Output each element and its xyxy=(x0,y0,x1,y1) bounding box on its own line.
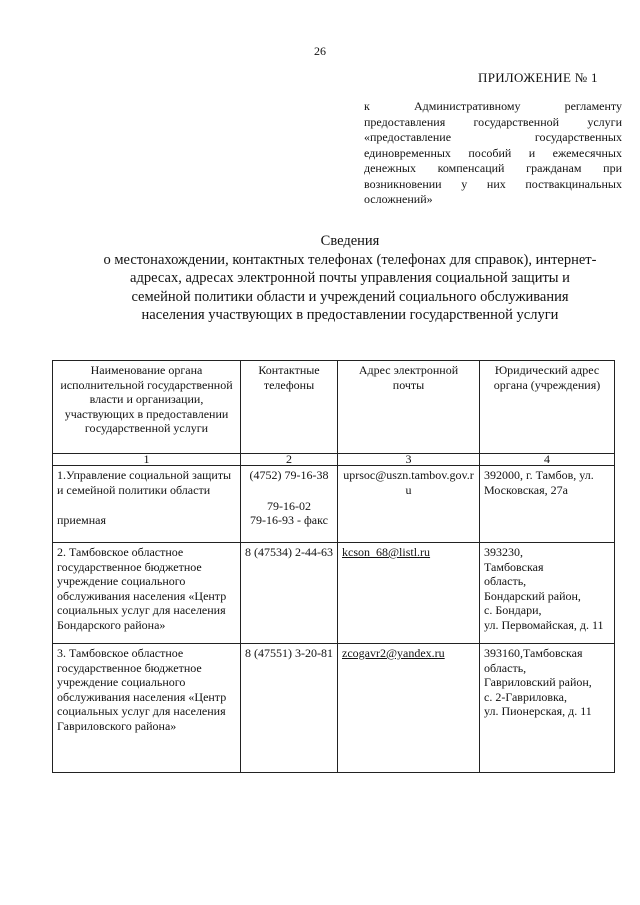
document-heading xyxy=(100,232,600,325)
address-cell xyxy=(480,466,615,543)
phone-cell xyxy=(241,543,338,644)
table-row xyxy=(53,466,615,543)
email-cell xyxy=(338,466,480,543)
organization-cell xyxy=(53,644,241,773)
organization-note: приемная xyxy=(57,513,107,527)
address-line: с. Бондари, xyxy=(484,603,542,617)
phone-cell xyxy=(241,644,338,773)
address-line: ул. Пионерская, д. 11 xyxy=(484,704,592,718)
header-address: Юридический адрес органа (учреждения) xyxy=(480,361,615,454)
address-line: область, xyxy=(484,660,527,675)
appendix-subtitle: к Административному регламенту предоставления государственной услуги «предоставление государственных единовременных пособий и ежемесячных денежных компенсаций гражданам при возникновении у них поствакцинальных осложнений» xyxy=(364,99,622,206)
organization-cell xyxy=(53,543,241,644)
email-cell xyxy=(338,644,480,773)
fax-number: 79-16-93 - факс xyxy=(250,513,328,527)
address-line: ул. Первомайская, д. 11 xyxy=(484,617,604,632)
header-email: Адрес электронной почты xyxy=(338,361,480,454)
address-line: Бондарский район, xyxy=(484,588,581,603)
email-link[interactable]: kcson_68@listl.ru xyxy=(342,545,431,559)
organization-name: 3. Тамбовское областное государственное бюджетное учреждение социального обслуживания населения «Центр социальных услуг для населения Гавриловского района» xyxy=(57,646,227,733)
contacts-table xyxy=(52,360,615,773)
phone-number: (4752) 79-16-38 xyxy=(249,468,329,482)
column-number-row xyxy=(53,454,615,466)
page-number: 26 xyxy=(314,44,326,58)
address-cell xyxy=(480,644,615,773)
header-phones: Контактные телефоны xyxy=(241,361,338,454)
phone-number: 8 (47534) 2-44-63 xyxy=(245,545,333,559)
heading-title: Сведения xyxy=(320,233,380,249)
appendix-title: ПРИЛОЖЕНИЕ № 1 xyxy=(478,70,598,85)
email-address[interactable]: uprsoc@uszn.tambov.gov.ru xyxy=(343,468,474,497)
address-line: 392000, г. Тамбов, ул. Московская, 27а xyxy=(484,468,594,497)
table-header-row xyxy=(53,361,615,454)
address-line: 393230, xyxy=(484,545,523,559)
header-organization: Наименование органа исполнительной государственной власти и организации, участвующих в предоставлении государственной услуги xyxy=(53,361,241,454)
email-cell xyxy=(338,543,480,644)
table-row xyxy=(53,644,615,773)
heading-subtitle: о местонахождении, контактных телефонах (телефонах для справок), интернет-адресах, адресах электронной почты управления социальной защиты и семейной политики области и учреждений социального обслуживания населения участвующих в предоставлении государственной услуги xyxy=(103,251,597,323)
organization-name: 2. Тамбовское областное государственное бюджетное учреждение социального обслуживания населения «Центр социальных услуг для населения Бондарского района» xyxy=(57,545,227,632)
organization-name: 1.Управление социальной защиты и семейной политики области xyxy=(57,468,232,497)
phone-cell xyxy=(241,466,338,543)
address-cell xyxy=(480,543,615,644)
column-number: 3 xyxy=(338,454,480,466)
column-number: 2 xyxy=(241,454,338,466)
table-row xyxy=(53,543,615,644)
address-line: с. 2-Гавриловка, xyxy=(484,689,568,704)
phone-number: 8 (47551) 3-20-81 xyxy=(245,646,333,660)
address-line: 393160,Тамбовская xyxy=(484,646,583,660)
column-number: 4 xyxy=(480,454,615,466)
email-link[interactable]: zcogavr2@yandex.ru xyxy=(342,646,445,660)
phone-number-extra: 79-16-02 xyxy=(267,498,311,513)
address-line: область, xyxy=(484,574,527,588)
address-line: Тамбовская xyxy=(484,559,544,574)
contacts-table-wrapper xyxy=(52,360,615,773)
organization-cell xyxy=(53,466,241,543)
column-number: 1 xyxy=(53,454,241,466)
address-line: Гавриловский район, xyxy=(484,675,592,689)
